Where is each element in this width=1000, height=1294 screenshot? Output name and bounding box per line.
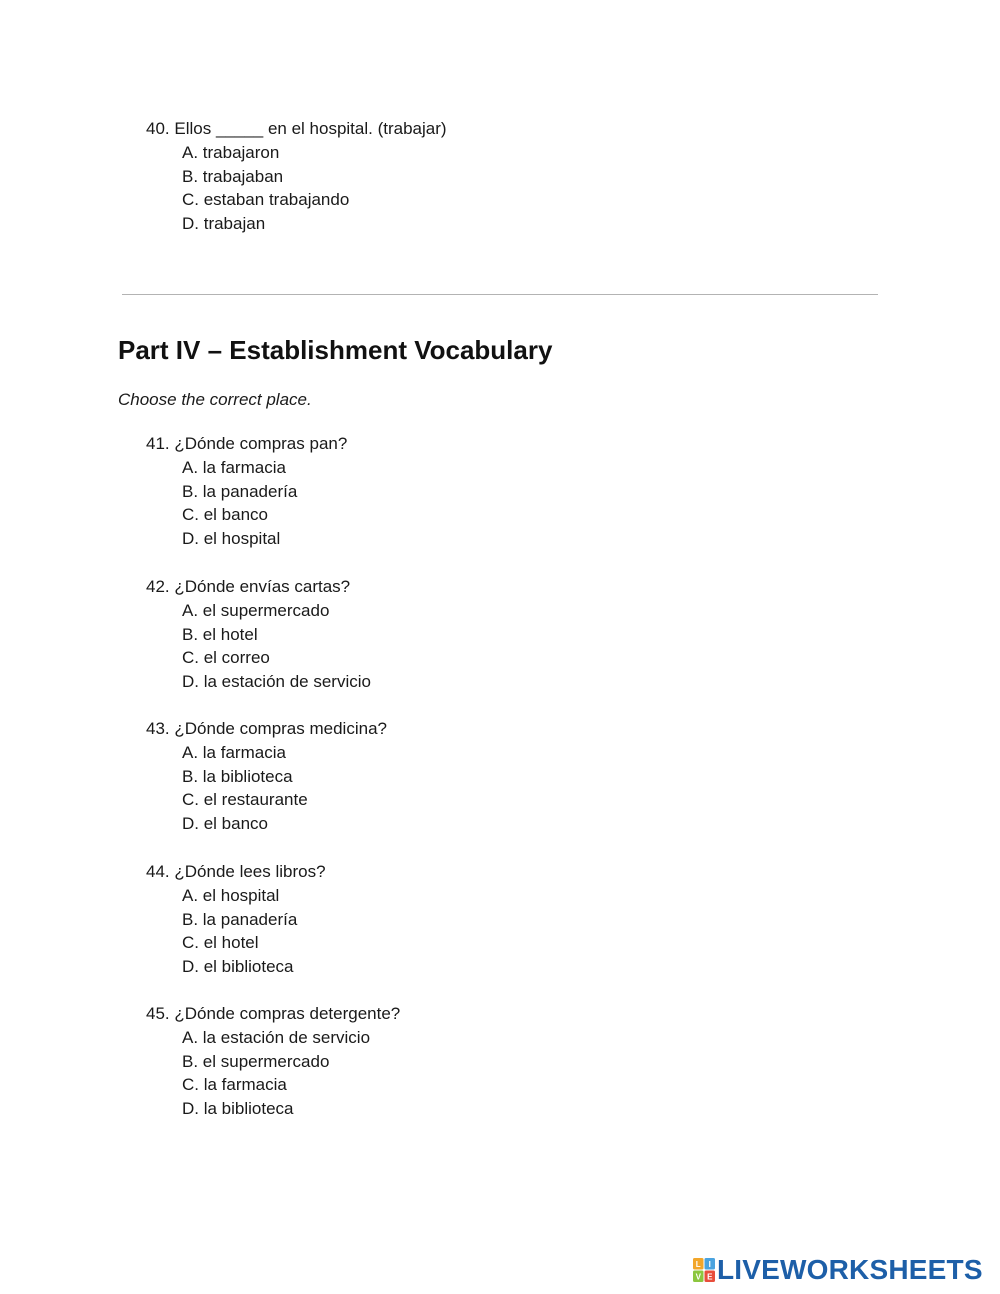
question-44 <box>146 860 326 979</box>
question-41 <box>146 432 347 551</box>
option-c[interactable]: C. el restaurante <box>182 790 308 810</box>
option-c[interactable]: C. el banco <box>182 505 268 525</box>
option-d[interactable]: D. la biblioteca <box>182 1099 294 1119</box>
option-a[interactable]: A. el supermercado <box>182 600 330 620</box>
answer-options <box>146 1026 400 1121</box>
logo-letter-e: E <box>707 1272 713 1282</box>
option-c[interactable]: C. la farmacia <box>182 1075 287 1095</box>
option-a[interactable]: A. la farmacia <box>182 457 286 477</box>
question-45 <box>146 1002 400 1121</box>
answer-options <box>146 456 347 551</box>
question-42 <box>146 575 371 694</box>
question-stem: 43. ¿Dónde compras medicina? <box>146 719 387 738</box>
question-40 <box>146 117 447 236</box>
option-c[interactable]: C. el hotel <box>182 933 259 953</box>
question-stem: 44. ¿Dónde lees libros? <box>146 862 326 881</box>
answer-options <box>146 141 447 236</box>
option-a[interactable]: A. la farmacia <box>182 742 286 762</box>
question-stem: 40. Ellos _____ en el hospital. (trabajar) <box>146 119 447 138</box>
option-b[interactable]: B. el supermercado <box>182 1051 330 1071</box>
option-d[interactable]: D. el banco <box>182 814 268 834</box>
option-a[interactable]: A. el hospital <box>182 885 280 905</box>
option-c[interactable]: C. estaban trabajando <box>182 190 350 210</box>
instructions: Choose the correct place. <box>118 390 312 409</box>
question-stem: 45. ¿Dónde compras detergente? <box>146 1004 401 1023</box>
section-divider <box>122 294 878 295</box>
question-43 <box>146 717 387 836</box>
option-a[interactable]: A. la estación de servicio <box>182 1027 371 1047</box>
option-a[interactable]: A. trabajaron <box>182 142 280 162</box>
option-b[interactable]: B. la panadería <box>182 481 298 501</box>
logo-letter-v: V <box>695 1272 701 1282</box>
option-d[interactable]: D. el biblioteca <box>182 957 294 977</box>
brand-name: LIVEWORKSHEETS <box>717 1254 983 1285</box>
answer-options <box>146 741 387 836</box>
answer-options <box>146 884 326 979</box>
option-b[interactable]: B. el hotel <box>182 624 258 644</box>
question-stem: 42. ¿Dónde envías cartas? <box>146 577 351 596</box>
option-b[interactable]: B. la biblioteca <box>182 766 293 786</box>
logo-letter-l: L <box>695 1260 701 1269</box>
option-b[interactable]: B. trabajaban <box>182 166 284 186</box>
liveworksheets-logo-icon <box>693 1258 715 1282</box>
logo-letter-i: I <box>708 1260 711 1269</box>
option-d[interactable]: D. el hospital <box>182 529 281 549</box>
option-d[interactable]: D. trabajan <box>182 214 266 234</box>
question-stem: 41. ¿Dónde compras pan? <box>146 434 348 453</box>
liveworksheets-brand[interactable] <box>693 1255 983 1285</box>
option-d[interactable]: D. la estación de servicio <box>182 672 371 692</box>
option-b[interactable]: B. la panadería <box>182 909 298 929</box>
part-title: Part IV – Establishment Vocabulary <box>118 335 553 365</box>
answer-options <box>146 599 371 694</box>
option-c[interactable]: C. el correo <box>182 648 270 668</box>
